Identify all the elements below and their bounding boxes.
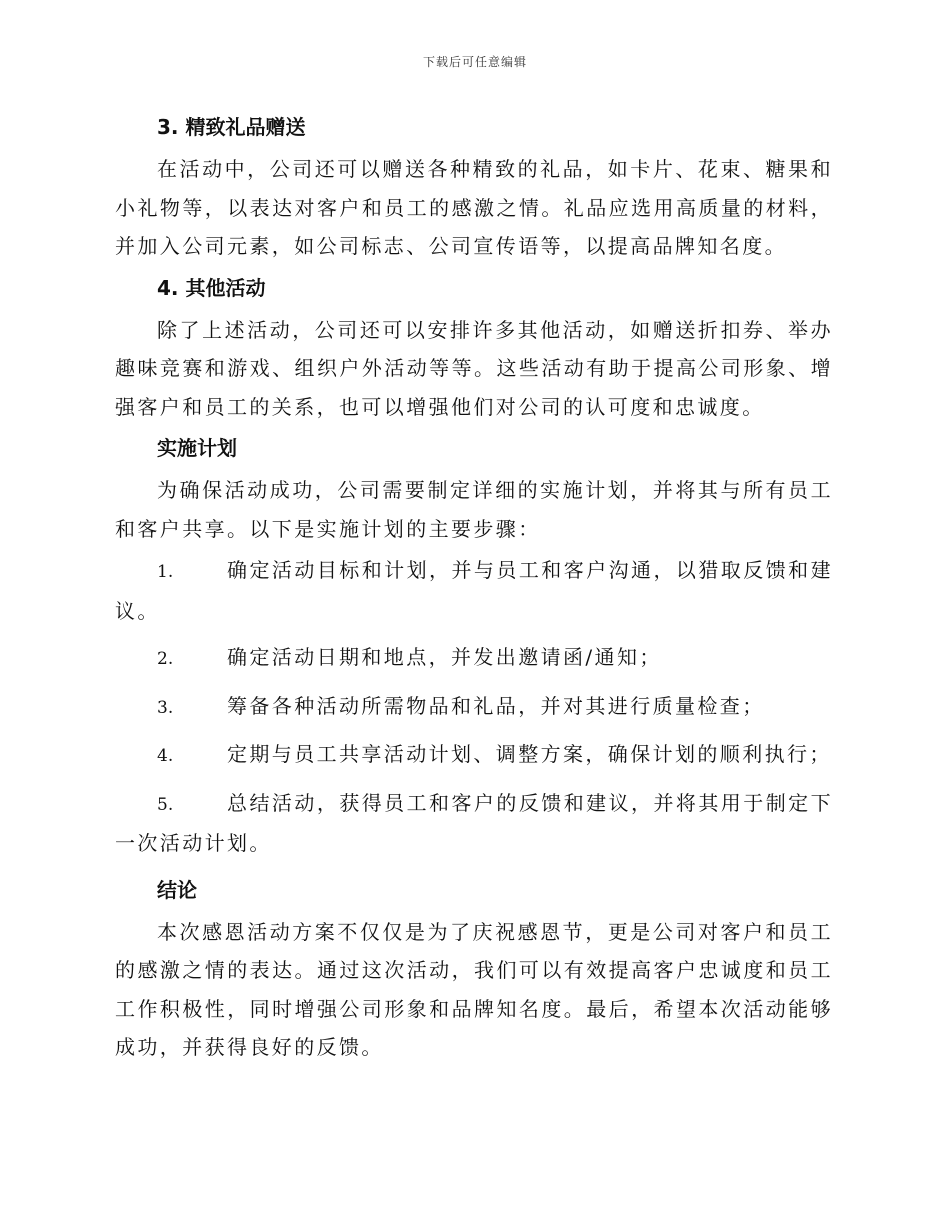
section-other-activities: [115, 269, 833, 427]
step-number: 2.: [157, 649, 174, 669]
section-implementation-plan: [115, 429, 833, 863]
step-number: 5.: [157, 794, 174, 815]
step-number: 4.: [157, 746, 174, 766]
step-text: 确定活动目标和计划，并与员工和客户沟通，以猎取反馈和建议。: [115, 558, 833, 623]
step-text: 定期与员工共享活动计划、调整方案，确保计划的顺利执行；: [227, 742, 832, 766]
section-paragraph: 除了上述活动，公司还可以安排许多其他活动，如赠送折扣券、举办趣味竞赛和游戏、组织户外活动等等。这些活动有助于提高公司形象、增强客户和员工的关系，也可以增强他们对公司的认可度和忠诚度。: [115, 317, 833, 419]
step-number: 3.: [157, 697, 174, 718]
page-header: 下载后可任意编辑: [422, 55, 527, 69]
section-gifts: [115, 108, 833, 266]
list-item: [115, 551, 833, 630]
section-heading: 实施计划: [157, 436, 237, 460]
section-heading: 结论: [157, 877, 197, 902]
list-item: [115, 638, 833, 679]
list-item: [115, 687, 833, 728]
section-heading: 4. 其他活动: [157, 275, 266, 300]
list-item: [115, 784, 833, 863]
section-paragraph: 为确保活动成功，公司需要制定详细的实施计划，并将其与所有员工和客户共享。以下是实施计划的主要步骤：: [115, 478, 833, 541]
list-item: [115, 735, 833, 776]
section-conclusion: [115, 871, 833, 1067]
section-paragraph: 本次感恩活动方案不仅仅是为了庆祝感恩节，更是公司对客户和员工的感激之情的表达。通过这次活动，我们可以有效提高客户忠诚度和员工工作积极性，同时增强公司形象和品牌知名度。最后，希望本次活动能够成功，并获得良好的反馈。: [115, 919, 833, 1059]
step-text: 总结活动，获得员工和客户的反馈和建议，并将其用于制定下一次活动计划。: [115, 790, 833, 855]
section-heading: 3. 精致礼品赠送: [157, 115, 306, 139]
section-paragraph: 在活动中，公司还可以赠送各种精致的礼品，如卡片、花束、糖果和小礼物等，以表达对客户和员工的感激之情。礼品应选用高质量的材料，并加入公司元素，如公司标志、公司宣传语等，以提高品牌知名度。: [115, 157, 833, 258]
step-text: 筹备各种活动所需物品和礼品，并对其进行质量检查；: [227, 693, 765, 718]
steps-list: [115, 551, 833, 863]
document-body: [115, 108, 833, 1070]
step-number: 1.: [157, 562, 174, 582]
step-text: 确定活动日期和地点，并发出邀请函/通知；: [227, 645, 662, 669]
